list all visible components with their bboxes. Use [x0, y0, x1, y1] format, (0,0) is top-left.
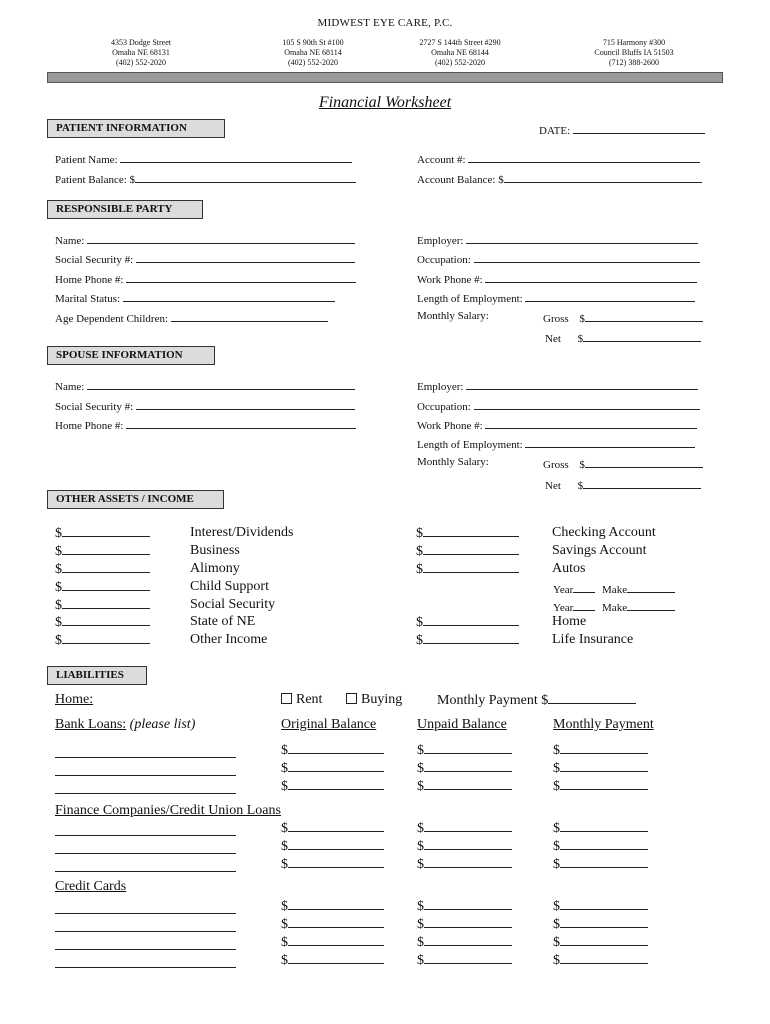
office-city: Omaha NE 68131: [112, 48, 170, 57]
amount-line[interactable]: [424, 898, 512, 910]
amount-line[interactable]: [424, 778, 512, 790]
please-list-label: (please list): [129, 717, 196, 732]
bank-loans-heading: [55, 717, 195, 733]
monthly-payment-field[interactable]: [553, 838, 648, 855]
dollar-sign: $: [416, 562, 423, 577]
field-label: Social Security #:: [55, 254, 134, 266]
amount-line[interactable]: [424, 856, 512, 868]
amount-line[interactable]: [288, 898, 384, 910]
monthly-payment-field[interactable]: [553, 820, 648, 837]
monthly-payment-field[interactable]: [553, 778, 648, 795]
field-line[interactable]: [474, 251, 700, 263]
dollar-sign: $: [553, 779, 560, 794]
liability-description-line[interactable]: [55, 920, 236, 932]
date-line[interactable]: [573, 122, 705, 134]
office-address: 4353 Dodge Street: [111, 38, 171, 47]
spouse-name-field[interactable]: [55, 378, 355, 393]
field-label: Work Phone #:: [417, 274, 483, 286]
amount-line[interactable]: [62, 525, 150, 537]
asset-amount-field[interactable]: [55, 525, 150, 542]
unpaid-balance-field[interactable]: [417, 898, 512, 915]
monthly-payment-field[interactable]: [553, 898, 648, 915]
dollar-sign: $: [577, 333, 584, 345]
amount-line[interactable]: [62, 597, 150, 609]
field-line[interactable]: [466, 378, 698, 390]
dollar-sign: $: [417, 857, 424, 872]
dollar-sign: $: [281, 935, 288, 950]
gross-line[interactable]: [585, 456, 703, 468]
buying-option[interactable]: [346, 692, 402, 708]
asset-label: State of NE: [190, 614, 256, 629]
dollar-sign: $: [416, 633, 423, 648]
dollar-sign: $: [417, 953, 424, 968]
responsible-net-field[interactable]: [545, 330, 701, 345]
liability-description-line[interactable]: [55, 746, 236, 758]
spouse-employer-field[interactable]: [417, 378, 698, 393]
original-balance-field[interactable]: [281, 742, 384, 759]
original-balance-field[interactable]: [281, 934, 384, 951]
amount-line[interactable]: [560, 916, 648, 928]
office-address: 715 Harmony #300: [602, 38, 666, 47]
amount-line[interactable]: [62, 632, 150, 644]
dollar-sign: $: [416, 544, 423, 559]
dollar-sign: $: [417, 935, 424, 950]
unpaid-balance-field[interactable]: [417, 934, 512, 951]
field-line[interactable]: [87, 378, 355, 390]
amount-line[interactable]: [560, 742, 648, 754]
spouse-occupation-field[interactable]: [417, 398, 700, 413]
make-label: Make: [602, 584, 628, 596]
monthly-payment-header: Monthly Payment: [553, 717, 654, 732]
responsible-occupation-field[interactable]: [417, 251, 700, 266]
dollar-sign: $: [416, 615, 423, 630]
dollar-sign: $: [281, 953, 288, 968]
asset-label: Social Security: [190, 597, 276, 612]
field-label: Social Security #:: [55, 401, 134, 413]
amount-line[interactable]: [288, 916, 384, 928]
field-label: Age Dependent Children:: [55, 313, 169, 325]
asset-amount-field[interactable]: [416, 543, 519, 560]
monthly-payment-field[interactable]: [553, 934, 648, 951]
amount-line[interactable]: [424, 760, 512, 772]
field-label: Length of Employment:: [417, 293, 523, 305]
monthly-payment-field[interactable]: [553, 742, 648, 759]
spouse-salary-label: Monthly Salary:: [417, 456, 489, 468]
original-balance-field[interactable]: [281, 898, 384, 915]
asset-label: Savings Account: [552, 543, 647, 558]
account-number-line[interactable]: [468, 151, 700, 163]
dollar-sign: $: [553, 953, 560, 968]
field-label: Occupation:: [417, 401, 471, 413]
dollar-sign: $: [553, 935, 560, 950]
net-label: Net: [545, 480, 561, 492]
monthly-payment-field[interactable]: [553, 952, 648, 969]
field-label: Home Phone #:: [55, 420, 124, 432]
liability-description-line[interactable]: [55, 782, 236, 794]
unpaid-balance-header: Unpaid Balance: [417, 717, 507, 732]
field-line[interactable]: [126, 417, 356, 429]
dollar-sign: $: [417, 779, 424, 794]
office-phone: (712) 388-2600: [609, 58, 659, 67]
dollar-sign: $: [553, 821, 560, 836]
field-line[interactable]: [87, 232, 355, 244]
account-balance-field[interactable]: [417, 171, 702, 186]
responsible-name-field[interactable]: [55, 232, 355, 247]
amount-line[interactable]: [288, 952, 384, 964]
dollar-sign: $: [577, 480, 584, 492]
field-label: Marital Status:: [55, 293, 121, 305]
field-label: Employer:: [417, 381, 464, 393]
patient-balance-field[interactable]: [55, 171, 356, 186]
office-dodge: [86, 38, 196, 68]
field-line[interactable]: [126, 271, 356, 283]
amount-line[interactable]: [288, 742, 384, 754]
liability-description-line[interactable]: [55, 902, 236, 914]
responsible-salary-label: Monthly Salary:: [417, 310, 489, 322]
amount-line[interactable]: [423, 614, 519, 626]
asset-label: Alimony: [190, 561, 240, 576]
amount-line[interactable]: [62, 614, 150, 626]
asset-label: Other Income: [190, 632, 268, 647]
amount-line[interactable]: [423, 525, 519, 537]
account-number-field[interactable]: [417, 151, 700, 166]
dollar-sign: $: [579, 313, 585, 325]
dollar-sign: $: [281, 839, 288, 854]
office-90th: [258, 38, 368, 68]
responsible-gross-field[interactable]: [543, 310, 703, 325]
dollar-sign: $: [281, 761, 288, 776]
dollar-sign: $: [281, 779, 288, 794]
original-balance-field[interactable]: [281, 778, 384, 795]
amount-line[interactable]: [288, 778, 384, 790]
original-balance-field[interactable]: [281, 916, 384, 933]
unpaid-balance-field[interactable]: [417, 952, 512, 969]
gross-line[interactable]: [585, 310, 703, 322]
responsible-length-field[interactable]: [417, 290, 695, 305]
field-line[interactable]: [466, 232, 698, 244]
gross-label: Gross: [543, 313, 569, 325]
auto-row-2[interactable]: [553, 599, 675, 614]
dollar-sign: $: [417, 917, 424, 932]
monthly-payment-field[interactable]: [553, 916, 648, 933]
dollar-sign: $: [417, 821, 424, 836]
dollar-sign: $: [55, 598, 62, 613]
responsible-marital-field[interactable]: [55, 290, 335, 305]
asset-amount-field[interactable]: [55, 561, 150, 578]
field-label: Home Phone #:: [55, 274, 124, 286]
liability-description-line[interactable]: [55, 860, 236, 872]
asset-amount-field[interactable]: [416, 525, 519, 542]
bank-loans-label: Bank Loans:: [55, 717, 127, 732]
amount-line[interactable]: [288, 760, 384, 772]
rent-label: Rent: [296, 692, 323, 707]
field-line[interactable]: [123, 290, 335, 302]
spouse-ssn-field[interactable]: [55, 398, 355, 413]
field-label: Length of Employment:: [417, 439, 523, 451]
asset-label: Checking Account: [552, 525, 656, 540]
amount-line[interactable]: [560, 898, 648, 910]
office-city: Council Bluffs IA 51503: [594, 48, 674, 57]
dollar-sign: $: [281, 899, 288, 914]
original-balance-field[interactable]: [281, 838, 384, 855]
dollar-sign: $: [553, 743, 560, 758]
field-label: Name:: [55, 235, 85, 247]
dollar-sign: $: [55, 526, 62, 541]
office-144th: [400, 38, 520, 68]
make-label: Make: [602, 602, 628, 614]
amount-line[interactable]: [560, 934, 648, 946]
year-label: Year: [553, 602, 574, 614]
unpaid-balance-field[interactable]: [417, 778, 512, 795]
monthly-payment-line[interactable]: [548, 692, 636, 704]
asset-amount-field[interactable]: [55, 632, 150, 649]
amount-line[interactable]: [288, 934, 384, 946]
amount-line[interactable]: [288, 838, 384, 850]
office-council-bluffs: [574, 38, 694, 68]
amount-line[interactable]: [560, 838, 648, 850]
field-label: Occupation:: [417, 254, 471, 266]
spouse-gross-field[interactable]: [543, 456, 703, 471]
dollar-sign: $: [417, 839, 424, 854]
dollar-sign: $: [55, 562, 62, 577]
amount-line[interactable]: [62, 579, 150, 591]
dollar-sign: $: [553, 899, 560, 914]
amount-line[interactable]: [423, 561, 519, 573]
office-address: 2727 S 144th Street #290: [419, 38, 501, 47]
year-label: Year: [553, 584, 574, 596]
dollar-sign: $: [281, 821, 288, 836]
year-line[interactable]: [573, 599, 595, 611]
original-balance-field[interactable]: [281, 952, 384, 969]
monthly-payment-label: Monthly Payment $: [437, 693, 549, 708]
asset-amount-field[interactable]: [55, 579, 150, 596]
unpaid-balance-field[interactable]: [417, 838, 512, 855]
patient-balance-line[interactable]: [135, 171, 356, 183]
dollar-sign: $: [417, 899, 424, 914]
asset-label: Autos: [552, 561, 586, 576]
amount-line[interactable]: [424, 820, 512, 832]
asset-label-home: Home: [552, 614, 587, 629]
amount-line[interactable]: [560, 856, 648, 868]
field-line[interactable]: [136, 251, 355, 263]
dollar-sign: $: [553, 761, 560, 776]
dollar-sign: $: [553, 839, 560, 854]
unpaid-balance-field[interactable]: [417, 760, 512, 777]
original-balance-field[interactable]: [281, 820, 384, 837]
unpaid-balance-field[interactable]: [417, 742, 512, 759]
field-label: Work Phone #:: [417, 420, 483, 432]
rent-option[interactable]: [281, 692, 322, 708]
asset-label: Business: [190, 543, 240, 558]
liability-description-line[interactable]: [55, 842, 236, 854]
office-city: Omaha NE 68144: [431, 48, 489, 57]
office-address: 105 S 90th St #100: [282, 38, 344, 47]
asset-label: Interest/Dividends: [190, 525, 294, 540]
dollar-sign: $: [417, 761, 424, 776]
asset-amount-field[interactable]: [416, 632, 519, 649]
checkbox-icon[interactable]: [281, 693, 292, 704]
dollar-sign: $: [553, 917, 560, 932]
checkbox-icon[interactable]: [346, 693, 357, 704]
liability-description-line[interactable]: [55, 764, 236, 776]
dollar-sign: $: [55, 615, 62, 630]
asset-amount-field[interactable]: [416, 614, 519, 631]
amount-line[interactable]: [62, 543, 150, 555]
header-divider-bar: [47, 72, 723, 83]
amount-line[interactable]: [288, 856, 384, 868]
spouse-length-field[interactable]: [417, 436, 695, 451]
amount-line[interactable]: [560, 778, 648, 790]
dollar-sign: $: [416, 526, 423, 541]
field-line[interactable]: [171, 310, 328, 322]
field-line[interactable]: [474, 398, 700, 410]
net-line[interactable]: [583, 330, 701, 342]
amount-line[interactable]: [423, 543, 519, 555]
office-phone: (402) 552-2020: [116, 58, 166, 67]
home-monthly-payment-field[interactable]: [437, 692, 636, 709]
unpaid-balance-field[interactable]: [417, 856, 512, 873]
amount-line[interactable]: [560, 820, 648, 832]
field-line[interactable]: [525, 436, 695, 448]
amount-line[interactable]: [560, 952, 648, 964]
spouse-home-phone-field[interactable]: [55, 417, 356, 432]
field-line[interactable]: [485, 417, 697, 429]
asset-amount-field[interactable]: [55, 597, 150, 614]
original-balance-field[interactable]: [281, 856, 384, 873]
amount-line[interactable]: [424, 934, 512, 946]
asset-label-life-insurance: Life Insurance: [552, 632, 634, 647]
date-label: DATE:: [539, 125, 571, 137]
field-label: Name:: [55, 381, 85, 393]
office-city: Omaha NE 68114: [284, 48, 342, 57]
patient-name-field[interactable]: [55, 151, 352, 166]
dollar-sign: $: [579, 459, 585, 471]
section-patient-information: PATIENT INFORMATION: [47, 119, 225, 138]
monthly-payment-field[interactable]: [553, 856, 648, 873]
amount-line[interactable]: [560, 760, 648, 772]
account-balance-label: Account Balance: $: [417, 174, 504, 186]
net-line[interactable]: [583, 477, 701, 489]
amount-line[interactable]: [424, 916, 512, 928]
finance-companies-heading: Finance Companies/Credit Union Loans: [55, 803, 281, 818]
responsible-ssn-field[interactable]: [55, 251, 355, 266]
responsible-children-field[interactable]: [55, 310, 328, 325]
monthly-payment-field[interactable]: [553, 760, 648, 777]
dollar-sign: $: [55, 544, 62, 559]
office-phone: (402) 552-2020: [435, 58, 485, 67]
form-title: Financial Worksheet: [318, 94, 452, 111]
amount-line[interactable]: [62, 561, 150, 573]
section-other-assets: OTHER ASSETS / INCOME: [47, 490, 224, 509]
auto-row-1[interactable]: [553, 581, 675, 596]
liability-description-line[interactable]: [55, 956, 236, 968]
asset-amount-field[interactable]: [416, 561, 519, 578]
account-number-label: Account #:: [417, 154, 466, 166]
make-line[interactable]: [627, 581, 675, 593]
spouse-net-field[interactable]: [545, 477, 701, 492]
amount-line[interactable]: [424, 742, 512, 754]
dollar-sign: $: [281, 857, 288, 872]
account-balance-line[interactable]: [504, 171, 702, 183]
date-field[interactable]: [539, 122, 705, 137]
original-balance-field[interactable]: [281, 760, 384, 777]
asset-amount-field[interactable]: [55, 614, 150, 631]
field-line[interactable]: [485, 271, 697, 283]
dollar-sign: $: [55, 633, 62, 648]
asset-label: Child Support: [190, 579, 269, 594]
field-line[interactable]: [136, 398, 355, 410]
unpaid-balance-field[interactable]: [417, 916, 512, 933]
asset-amount-field[interactable]: [55, 543, 150, 560]
make-line[interactable]: [627, 599, 675, 611]
amount-line[interactable]: [424, 838, 512, 850]
patient-name-label: Patient Name:: [55, 154, 118, 166]
company-name: MIDWEST EYE CARE, P.C.: [317, 17, 453, 29]
responsible-work-phone-field[interactable]: [417, 271, 697, 286]
section-spouse-information: SPOUSE INFORMATION: [47, 346, 215, 365]
dollar-sign: $: [553, 857, 560, 872]
buying-label: Buying: [361, 692, 403, 707]
dollar-sign: $: [55, 580, 62, 595]
original-balance-header: Original Balance: [281, 717, 377, 732]
spouse-work-phone-field[interactable]: [417, 417, 697, 432]
year-line[interactable]: [573, 581, 595, 593]
amount-line[interactable]: [424, 952, 512, 964]
home-label: Home:: [55, 692, 94, 707]
liability-description-line[interactable]: [55, 824, 236, 836]
credit-cards-heading: Credit Cards: [55, 879, 127, 894]
section-responsible-party: RESPONSIBLE PARTY: [47, 200, 203, 219]
patient-name-line[interactable]: [120, 151, 352, 163]
liability-description-line[interactable]: [55, 938, 236, 950]
responsible-employer-field[interactable]: [417, 232, 698, 247]
field-label: Employer:: [417, 235, 464, 247]
dollar-sign: $: [417, 743, 424, 758]
unpaid-balance-field[interactable]: [417, 820, 512, 837]
dollar-sign: $: [281, 743, 288, 758]
gross-label: Gross: [543, 459, 569, 471]
patient-balance-label: Patient Balance: $: [55, 174, 136, 186]
office-phone: (402) 552-2020: [288, 58, 338, 67]
amount-line[interactable]: [288, 820, 384, 832]
amount-line[interactable]: [423, 632, 519, 644]
responsible-home-phone-field[interactable]: [55, 271, 356, 286]
section-liabilities: LIABILITIES: [47, 666, 147, 685]
dollar-sign: $: [281, 917, 288, 932]
field-line[interactable]: [525, 290, 695, 302]
net-label: Net: [545, 333, 561, 345]
